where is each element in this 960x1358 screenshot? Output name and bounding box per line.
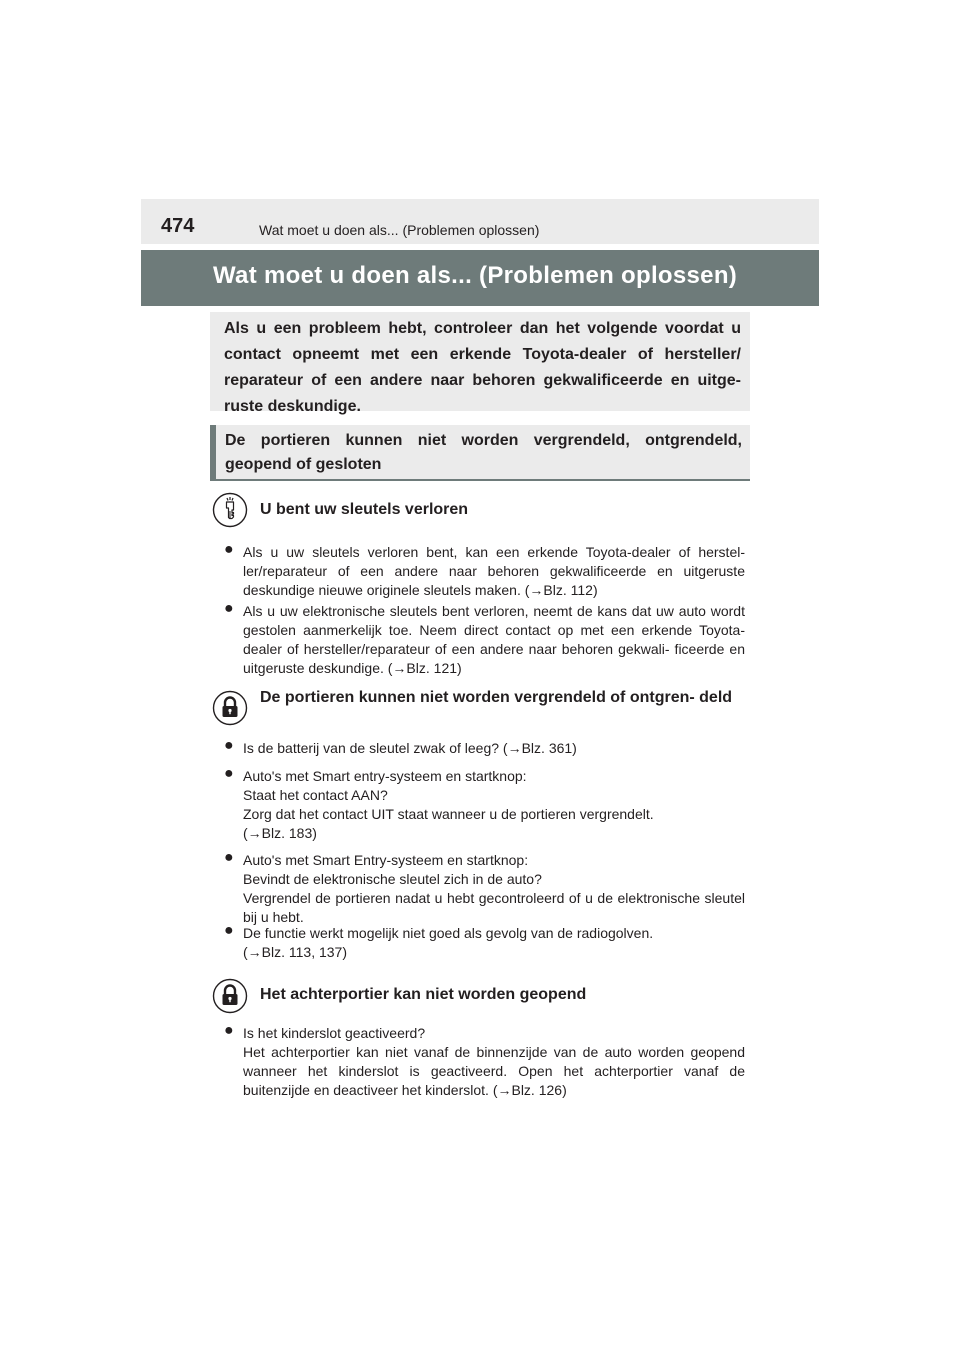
list-item: Auto's met Smart entry-systeem en startknop: Staat het contact AAN? Zorg dat het contact UIT staat wanneer u de portieren vergrendelt. (→Blz. 183) xyxy=(243,768,654,841)
section-title: De portieren kunnen niet worden vergrendeld, ontgrendeld, geopend of gesloten xyxy=(225,432,742,473)
title-bar xyxy=(141,250,819,306)
subsection-title: Het achterportier kan niet worden geopend xyxy=(260,986,587,1003)
bullet-icon: ● xyxy=(224,1022,234,1039)
running-title: Wat moet u doen als... (Problemen oplossen) xyxy=(259,222,540,238)
subsection-title: U bent uw sleutels verloren xyxy=(260,501,469,518)
list-item: Als u uw elektronische sleutels bent verloren, neemt de kans dat uw auto wordt gestolen aanmerkelijk toe. Neem direct contact op met een erkende Toyota-dealer of hersteller/reparateur of een andere naar behoren gekwali- ficeerde en uitgeruste deskundige. (→Blz. 121) xyxy=(243,603,745,676)
page-number: 474 xyxy=(161,215,195,237)
bullet-icon: ● xyxy=(224,922,234,939)
list-item: Als u uw sleutels verloren bent, kan een erkende Toyota-dealer of herstel- ler/reparateur of een andere naar behoren gekwalificeerde en uitgeruste deskundige nieuwe originele sleutels maken. (→Blz. 112) xyxy=(243,544,745,598)
lock-icon xyxy=(212,978,248,1014)
intro-box xyxy=(210,312,750,415)
key-icon xyxy=(212,492,248,528)
lock-icon xyxy=(212,690,248,726)
bullet-icon: ● xyxy=(224,541,234,558)
bullet-icon: ● xyxy=(224,600,234,617)
intro-text: Als u een probleem hebt, controleer dan het volgende voordat u contact opneemt met een erkende Toyota-dealer of hersteller/ reparateur of een andere naar behoren gekwalificeerde en uitge- ruste deskundige. xyxy=(224,320,741,415)
page-header xyxy=(141,199,819,244)
subsection-title: De portieren kunnen niet worden vergrendeld of ontgren- deld xyxy=(260,689,733,706)
list-item: Is het kinderslot geactiveerd? Het achterportier kan niet vanaf de binnenzijde van de auto worden geopend wanneer het kinderslot is geactiveerd. Open het achterportier vanaf de buitenzijde en deactiveer het kinderslot. (→Blz. 126) xyxy=(243,1025,745,1098)
list-item: Is de batterij van de sleutel zwak of leeg? (→Blz. 361) xyxy=(243,740,577,756)
section-heading xyxy=(210,425,750,481)
page-title: Wat moet u doen als... (Problemen oplossen) xyxy=(213,262,738,289)
list-item: Auto's met Smart Entry-systeem en startknop: Bevindt de elektronische sleutel zich in de auto? Vergrendel de portieren nadat u hebt gecontroleerd of u de elektronische sleutel bij u hebt. xyxy=(243,852,745,925)
bullet-icon: ● xyxy=(224,737,234,754)
bullet-icon: ● xyxy=(224,849,234,866)
list-item: De functie werkt mogelijk niet goed als gevolg van de radiogolven. (→Blz. 113, 137) xyxy=(243,925,654,960)
bullet-icon: ● xyxy=(224,765,234,782)
